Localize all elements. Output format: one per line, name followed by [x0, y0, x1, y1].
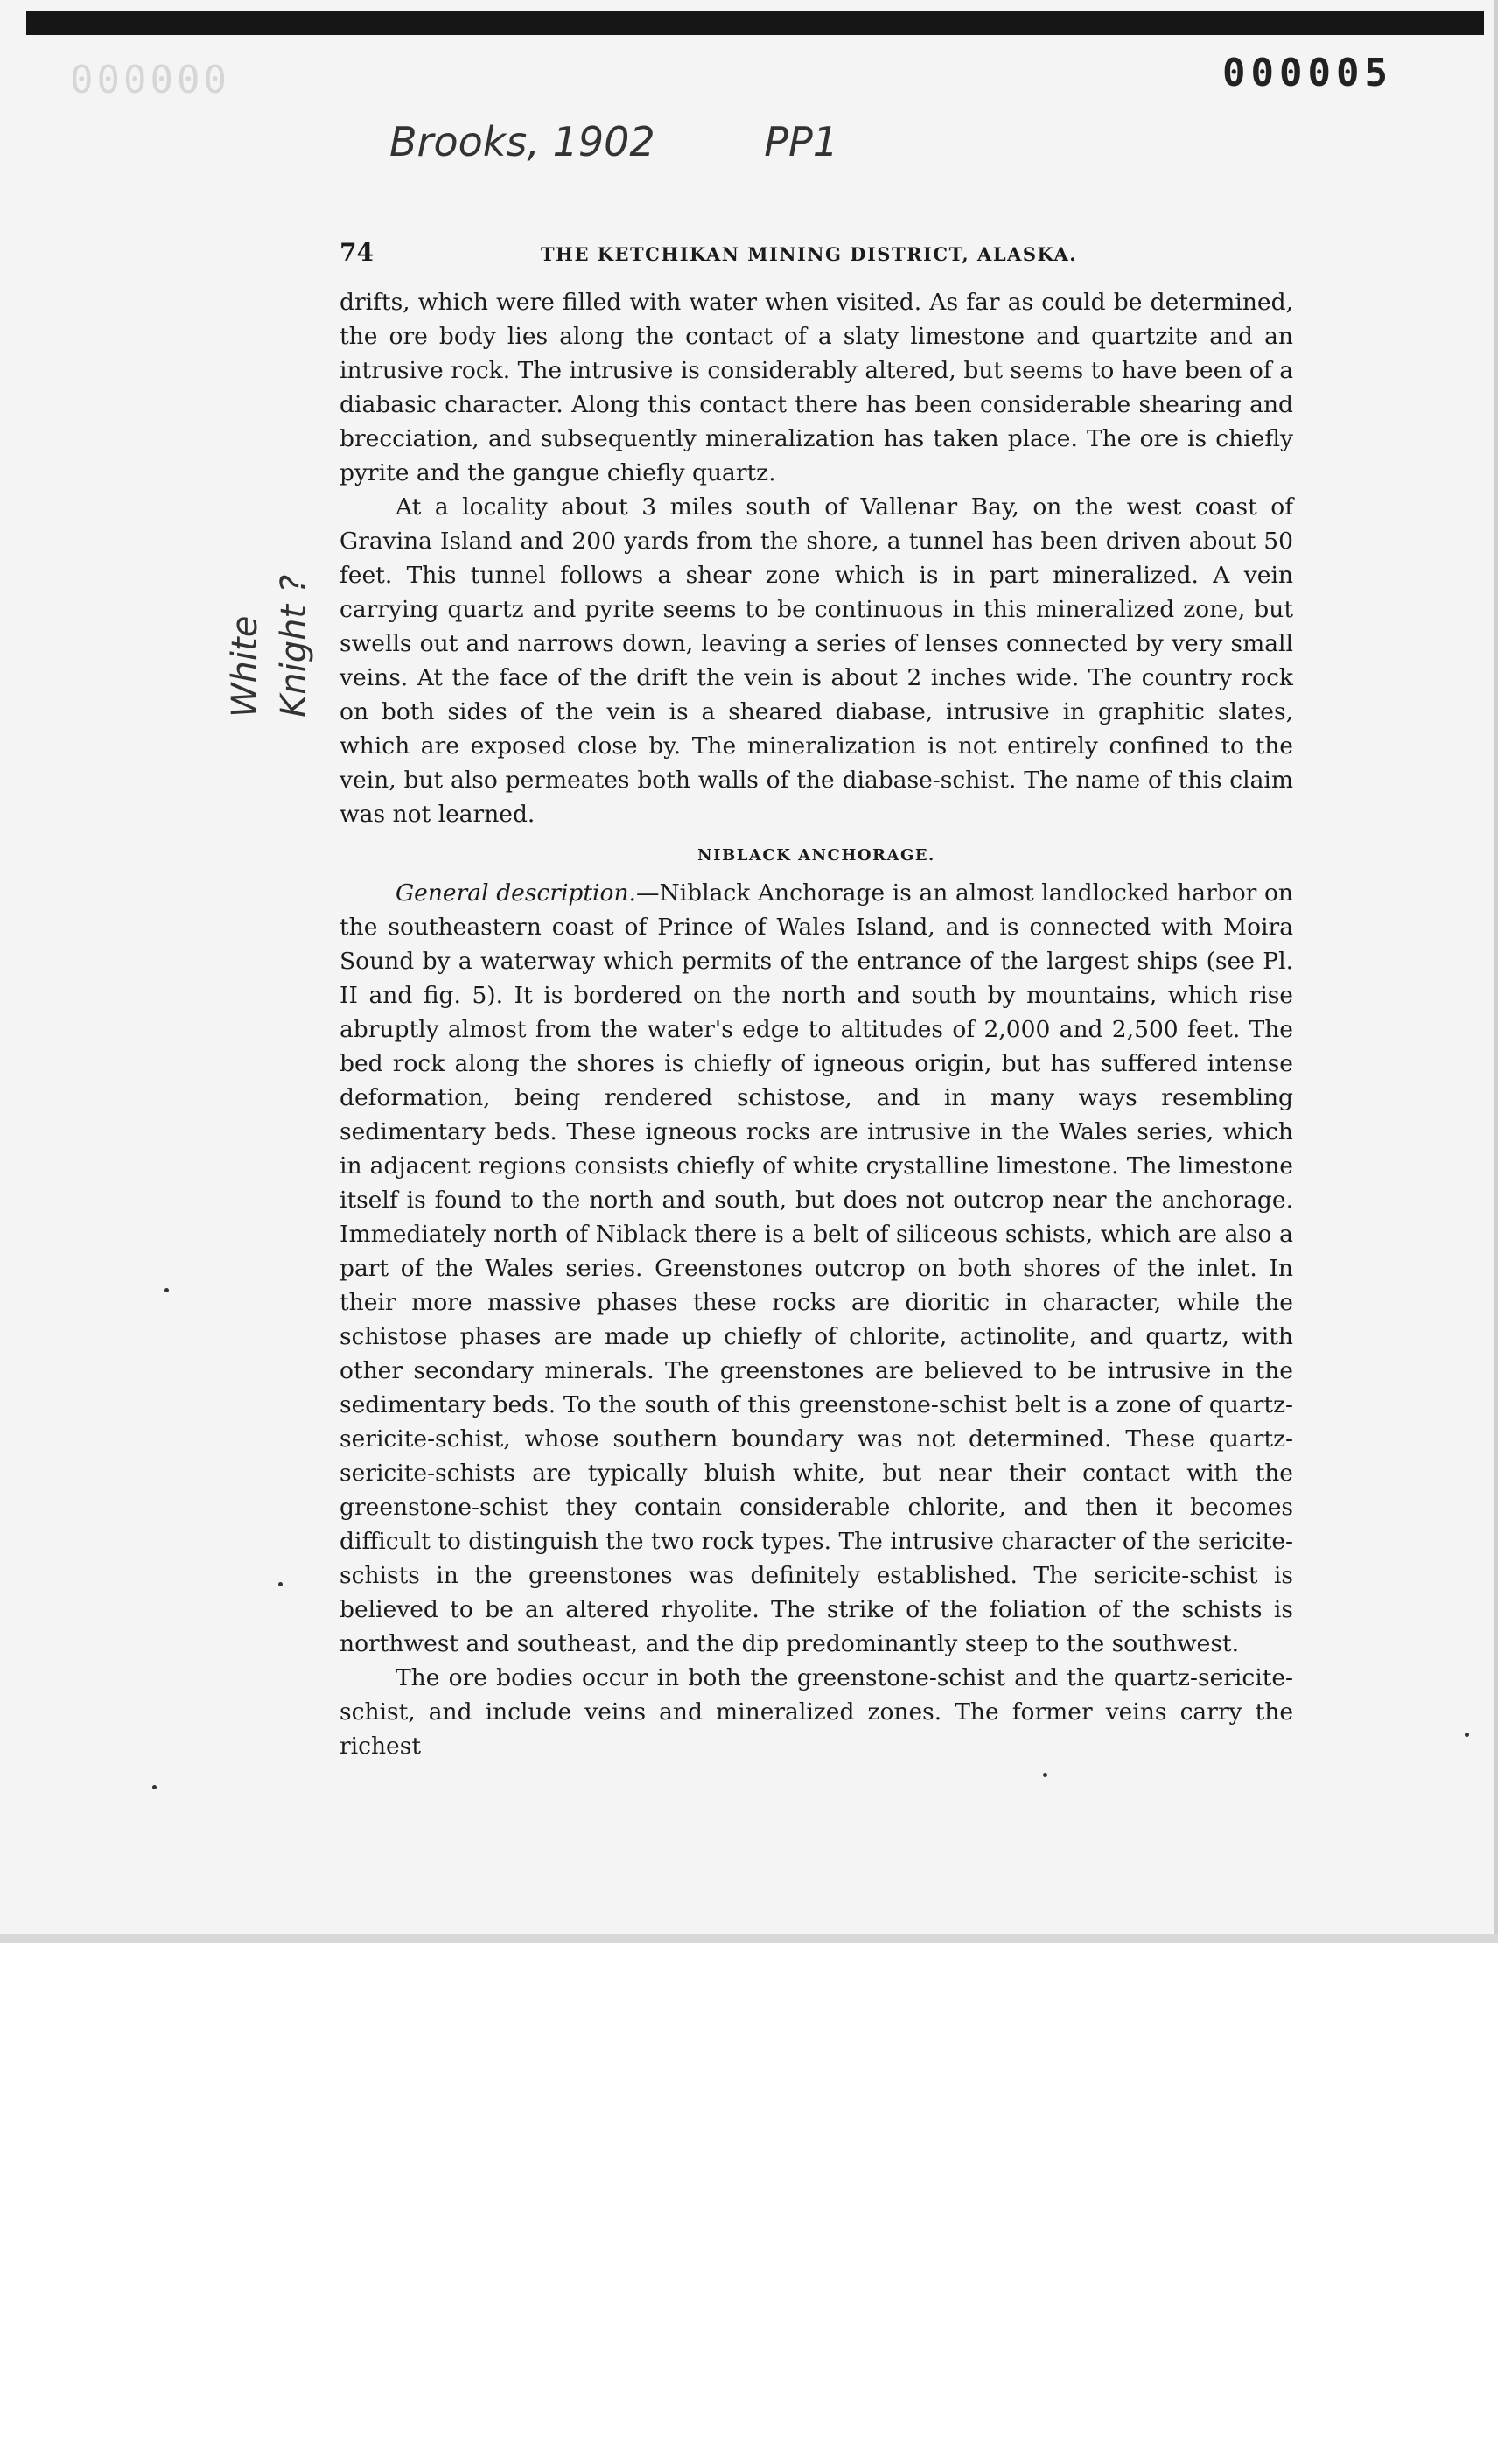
margin-note-line-1: White [225, 615, 265, 718]
scan-right-edge [1494, 0, 1498, 1942]
scan-speck [278, 1582, 283, 1586]
run-in-heading: General description. [396, 879, 636, 906]
running-head: THE KETCHIKAN MINING DISTRICT, ALASKA. [541, 243, 1078, 265]
scan-speck [152, 1785, 157, 1789]
paragraph-1: drifts, which were filled with water when visited. As far as could be determined, the ore body lies along the contact of a slaty limestone and quartzite and an intrusive rock. The intrusive is considerably altered, but seems to have been of a diabasic character. Along this contact there has been considerable shearing and brecciation, and subsequently mineralization has taken place. The ore is chiefly pyrite and the gangue chiefly quartz. [340, 289, 1293, 486]
faint-page-stamp: 000000 [70, 58, 230, 102]
scan-bottom-edge [0, 1934, 1498, 1942]
paragraph-2: At a locality about 3 miles south of Vallenar Bay, on the west coast of Gravina Island and 200 yards from the shore, a tunnel has been driven about 50 feet. This tunnel follows a shear zone which is in part mineralized. A vein carrying quartz and pyrite seems to be continuous in this mineralized zone, but swells out and narrows down, leaving a series of lenses connected by very small veins. At the face of the drift the vein is about 2 inches wide. The country rock on both sides of the vein is a sheared diabase, intrusive in graphitic slates, which are exposed close by. The mineralization is not entirely confined to the vein, but also permeates both walls of the diabase-schist. The name of this claim was not learned. [340, 494, 1293, 828]
paragraph-3-text: —Niblack Anchorage is an almost landlocked harbor on the southeastern coast of Prince of Wales Island, and is connected with Moira Sound by a waterway which permits of the entrance of the largest ships (see Pl. II and fig. 5). It is bordered on the north and south by mountains, which rise abruptly almost from the water's edge to altitudes of 2,000 and 2,500 feet. The bed rock along the shores is chiefly of igneous origin, but has suffered intense deformation, being rendered schistose, and in many ways resembling sedimentary beds. These igneous rocks are intrusive in the Wales series, which in adjacent regions consists chiefly of white crystalline limestone. The limestone itself is found to the north and south, but does not outcrop near the anchorage. Immediately north of Niblack there is a belt of siliceous schists, which are also a part of the Wales series. Greenstones outcrop on both shores of the inlet. In their more massive phases these rocks are dioritic in character, while the schistose phases are made up chiefly of chlorite, actinolite, and quartz, with other secondary minerals. The greenstones are believed to be intrusive in the sedimentary beds. To the south of this greenstone-schist belt is a zone of quartz-sericite-schist, whose southern boundary was not determined. These quartz-sericite-schists are typically bluish white, but near their contact with the greenstone-schist they contain considerable chlorite, and then it becomes difficult to distinguish the two rock types. The intrusive character of the sericite-schists in the greenstones was definitely established. The sericite-schist is believed to be an altered rhyolite. The strike of the foliation of the schists is northwest and southeast, and the dip predominantly steep to the southwest. [340, 879, 1293, 1657]
section-heading: NIBLACK ANCHORAGE. [697, 846, 935, 864]
handwritten-citation: Brooks, 1902 [389, 118, 655, 165]
page-number: 74 [340, 238, 374, 267]
scan-top-bar [26, 10, 1484, 35]
document-number-stamp: 000005 [1222, 51, 1393, 95]
scan-speck [1465, 1732, 1469, 1737]
paragraph-3 [340, 876, 1293, 1661]
page-header [340, 238, 1293, 273]
handwritten-reference [389, 118, 838, 165]
handwritten-ppl: PP1 [764, 118, 839, 165]
body-text [340, 285, 1293, 1763]
margin-note-line-2: Knight ? [274, 574, 314, 718]
handwritten-margin-note [220, 490, 318, 718]
scan-speck [164, 1288, 169, 1292]
paragraph-4: The ore bodies occur in both the greenstone-schist and the quartz-sericite-schist, and include veins and mineralized zones. The former veins carry the richest [340, 1664, 1293, 1760]
scan-speck [1043, 1773, 1047, 1777]
